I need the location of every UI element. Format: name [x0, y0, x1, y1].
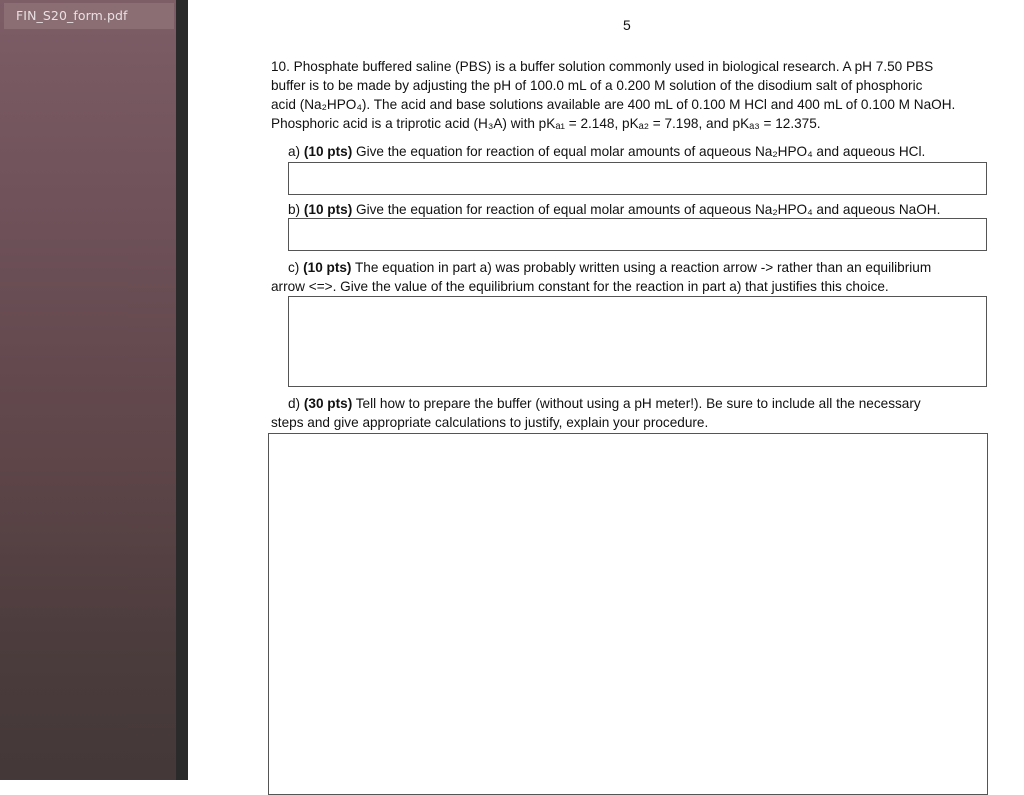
part-label: b) [288, 202, 304, 217]
part-c-line1 [271, 258, 991, 277]
part-label: d) [288, 396, 304, 411]
part-d-line1 [271, 394, 991, 413]
pdf-page [188, 0, 1024, 780]
answer-field-a[interactable] [288, 162, 987, 195]
part-c-prompt [271, 258, 991, 296]
intro-line: 10. Phosphate buffered saline (PBS) is a buffer solution commonly used in biological research. A pH 7.50 PBS [271, 59, 934, 74]
part-points: (10 pts) [303, 144, 353, 159]
part-text: Tell how to prepare the buffer (without using a pH meter!). Be sure to include all the necessary [352, 396, 921, 411]
part-c-line2: arrow <=>. Give the value of the equilibrium constant for the reaction in part a) that justifies this choice. [271, 279, 889, 294]
part-points: (30 pts) [303, 396, 353, 411]
intro-line: acid (Na₂HPO₄). The acid and base solutions available are 400 mL of 0.100 M HCl and 400 mL of 0.100 M NaOH. [271, 97, 956, 112]
sidebar-divider[interactable] [176, 0, 188, 780]
part-text: The equation in part a) was probably written using a reaction arrow -> rather than an equilibrium [351, 260, 932, 275]
intro-line: buffer is to be made by adjusting the pH of 100.0 mL of a 0.200 M solution of the disodium salt of phosphoric [271, 78, 923, 93]
part-label: c) [288, 260, 304, 275]
part-points: (10 pts) [303, 202, 353, 217]
document-tab[interactable] [4, 3, 174, 30]
question-intro [271, 57, 991, 133]
part-b-prompt [288, 200, 991, 219]
part-text: Give the equation for reaction of equal molar amounts of aqueous Na₂HPO₄ and aqueous NaOH. [352, 202, 941, 217]
part-d-prompt [271, 394, 991, 432]
answer-field-c[interactable] [288, 296, 987, 387]
intro-line: Phosphoric acid is a triprotic acid (H₃A) with pKₐ₁ = 2.148, pKₐ₂ = 7.198, and pKₐ₃ = 12.375. [271, 116, 821, 131]
answer-field-b[interactable] [288, 218, 987, 251]
part-points: (10 pts) [303, 260, 352, 275]
part-text: Give the equation for reaction of equal molar amounts of aqueous Na₂HPO₄ and aqueous HCl. [352, 144, 926, 159]
document-tab-label: FIN_S20_form.pdf [16, 8, 128, 23]
part-a-prompt [288, 142, 991, 161]
answer-field-d[interactable] [268, 433, 988, 795]
part-label: a) [288, 144, 304, 159]
page-number: 5 [623, 17, 631, 33]
part-d-line2: steps and give appropriate calculations to justify, explain your procedure. [271, 415, 709, 430]
sidebar [0, 0, 177, 780]
